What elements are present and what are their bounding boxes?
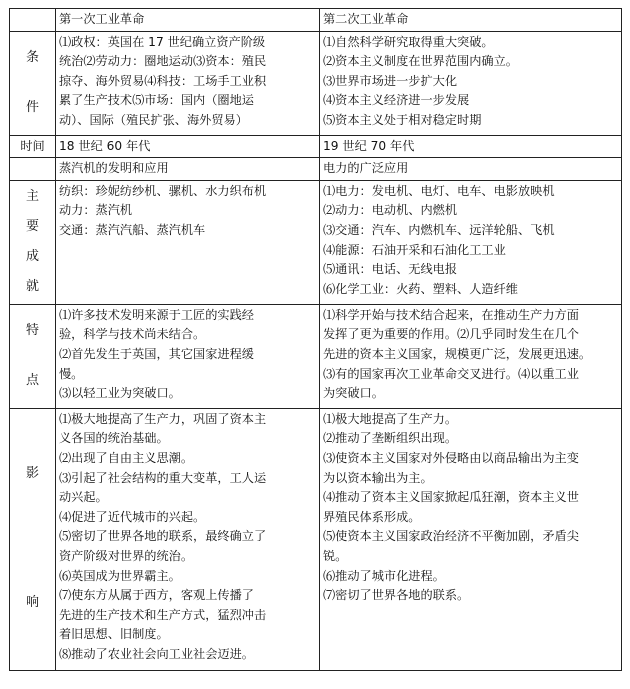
features-second-cell xyxy=(320,304,622,408)
achievements-row xyxy=(10,180,622,304)
text-line: ⑴政权：英国在 17 世纪确立资产阶级 xyxy=(59,34,266,49)
text-line: ⑻推动了农业社会向工业社会迈进。 xyxy=(59,646,254,661)
text-line: 着旧思想、旧制度。 xyxy=(59,627,169,642)
text-line: ⑸资本主义处于相对稳定时期 xyxy=(323,112,482,127)
text-line: 交通：蒸汽汽船、蒸汽机车 xyxy=(59,222,206,237)
time-first-cell: 18 世纪 60 年代 xyxy=(56,135,320,158)
text-line: 义各国的统治基础。 xyxy=(59,431,169,446)
features-first-cell xyxy=(56,304,320,408)
text-line: 动）、国际（殖民扩张、海外贸易） xyxy=(59,112,248,127)
features-row xyxy=(10,304,622,408)
text-line: 动力：蒸汽机 xyxy=(59,203,133,218)
industrial-revolution-comparison-table xyxy=(9,8,622,671)
time-second-cell: 19 世纪 70 年代 xyxy=(320,135,622,158)
text-line: ⑹化学工业：火药、塑料、人造纤维 xyxy=(323,281,518,296)
text-line: 动兴起。 xyxy=(59,490,108,505)
text-line: ⑵首先发生于英国，其它国家进程缓 xyxy=(59,346,254,361)
text-line: 要 xyxy=(25,218,39,234)
text-line: 锐。 xyxy=(323,548,348,563)
text-line: 件 xyxy=(25,99,39,115)
time-label: 时间 xyxy=(20,138,45,153)
features-label-cell xyxy=(10,304,56,408)
conditions-first-cell xyxy=(56,31,320,135)
text-line: 先进的生产技术和生产方式，猛烈冲击 xyxy=(59,607,267,622)
text-line: ⑷能源：石油开采和石油化工工业 xyxy=(323,242,506,257)
text-line: ⑸通讯：电话、无线电报 xyxy=(323,262,458,277)
text-line: 特 xyxy=(25,322,39,338)
header-corner-cell xyxy=(10,9,56,32)
achievements-label xyxy=(13,182,52,302)
text-line: ⑵出现了自由主义思潮。 xyxy=(59,450,194,465)
text-line: ⑴自然科学研究取得重大突破。 xyxy=(323,34,494,49)
text-line: 掠夺、海外贸易⑷科技：工场手工业积 xyxy=(59,73,267,88)
impact-label-cell xyxy=(10,408,56,670)
header-second-revolution: 第二次工业革命 xyxy=(320,9,622,32)
conditions-label xyxy=(13,33,52,133)
time-label-cell xyxy=(10,135,56,158)
text-line: ⑸使资本主义国家政治经济不平衡加剧，矛盾尖 xyxy=(323,529,579,544)
symbol-second-cell: 电力的广泛应用 xyxy=(320,158,622,181)
text-line: ⑵动力：电动机、内燃机 xyxy=(323,203,458,218)
text-line: ⑴极大地提高了生产力，巩固了资本主 xyxy=(59,411,267,426)
text-line: 就 xyxy=(25,278,39,294)
text-line: 成 xyxy=(25,248,39,264)
text-line: 累了生产技术⑸市场：国内（圈地运 xyxy=(59,93,254,108)
text-line: 为突破口。 xyxy=(323,386,384,401)
text-line: ⑷资本主义经济进一步发展 xyxy=(323,93,470,108)
achievements-second-cell xyxy=(320,180,622,304)
text-line: ⑴科学开始与技术结合起来，在推动生产力方面 xyxy=(323,307,579,322)
text-line: ⑶使资本主义国家对外侵略由以商品输出为主变 xyxy=(323,450,579,465)
text-line: ⑶交通：汽车、内燃机车、远洋轮船、飞机 xyxy=(323,222,555,237)
text-line: ⑶有的国家再次工业革命交叉进行。⑷以重工业 xyxy=(323,366,579,381)
text-line: 点 xyxy=(25,372,39,388)
text-line: 发挥了更为重要的作用。⑵几乎同时发生在几个 xyxy=(323,327,579,342)
impact-row xyxy=(10,408,622,670)
text-line: 主 xyxy=(25,188,39,204)
achievements-first-cell xyxy=(56,180,320,304)
text-line: ⑶引起了社会结构的重大变革，工人运 xyxy=(59,470,267,485)
text-line: 验，科学与技术尚未结合。 xyxy=(59,327,206,342)
text-line: ⑺使东方从属于西方，客观上传播了 xyxy=(59,588,254,603)
features-label xyxy=(13,306,52,406)
impact-first-cell xyxy=(56,408,320,670)
text-line: ⑴极大地提高了生产力。 xyxy=(323,411,458,426)
symbol-label-cell xyxy=(10,158,56,181)
text-line: ⑶世界市场进一步扩大化 xyxy=(323,73,458,88)
text-line: ⑴电力：发电机、电灯、电车、电影放映机 xyxy=(323,183,555,198)
text-line: ⑷推动了资本主义国家掀起瓜狂潮，资本主义世 xyxy=(323,490,579,505)
text-line: ⑵推动了垄断组织出现。 xyxy=(323,431,458,446)
text-line: ⑺密切了世界各地的联系。 xyxy=(323,588,470,603)
symbol-row xyxy=(10,158,622,181)
time-row xyxy=(10,135,622,158)
conditions-label-cell xyxy=(10,31,56,135)
text-line: ⑵资本主义制度在世界范围内确立。 xyxy=(323,54,518,69)
text-line: 响 xyxy=(25,595,39,611)
text-line: 条 xyxy=(25,49,39,65)
symbol-first-cell: 蒸汽机的发明和应用 xyxy=(56,158,320,181)
text-line: 先进的资本主义国家，规模更广泛，发展更迅速。 xyxy=(323,346,592,361)
text-line: ⑹英国成为世界霸主。 xyxy=(59,568,181,583)
text-line: ⑸密切了世界各地的联系，最终确立了 xyxy=(59,529,267,544)
text-line: 为以资本输出为主。 xyxy=(323,470,433,485)
text-line: 纺织：珍妮纺纱机、骡机、水力织布机 xyxy=(59,183,267,198)
conditions-second-cell xyxy=(320,31,622,135)
conditions-row xyxy=(10,31,622,135)
text-line: 界殖民体系形成。 xyxy=(323,509,421,524)
text-line: 慢。 xyxy=(59,366,84,381)
text-line: 统治⑵劳动力：圈地运动⑶资本：殖民 xyxy=(59,54,267,69)
text-line: ⑶以轻工业为突破口。 xyxy=(59,386,181,401)
achievements-label-cell xyxy=(10,180,56,304)
text-line: ⑷促进了近代城市的兴起。 xyxy=(59,509,206,524)
header-first-revolution: 第一次工业革命 xyxy=(56,9,320,32)
impact-label xyxy=(13,410,52,668)
header-row xyxy=(10,9,622,32)
text-line: ⑴许多技术发明来源于工匠的实践经 xyxy=(59,307,254,322)
text-line: ⑹推动了城市化进程。 xyxy=(323,568,445,583)
impact-second-cell xyxy=(320,408,622,670)
text-line: 影 xyxy=(25,466,39,482)
text-line: 资产阶级对世界的统治。 xyxy=(59,548,194,563)
